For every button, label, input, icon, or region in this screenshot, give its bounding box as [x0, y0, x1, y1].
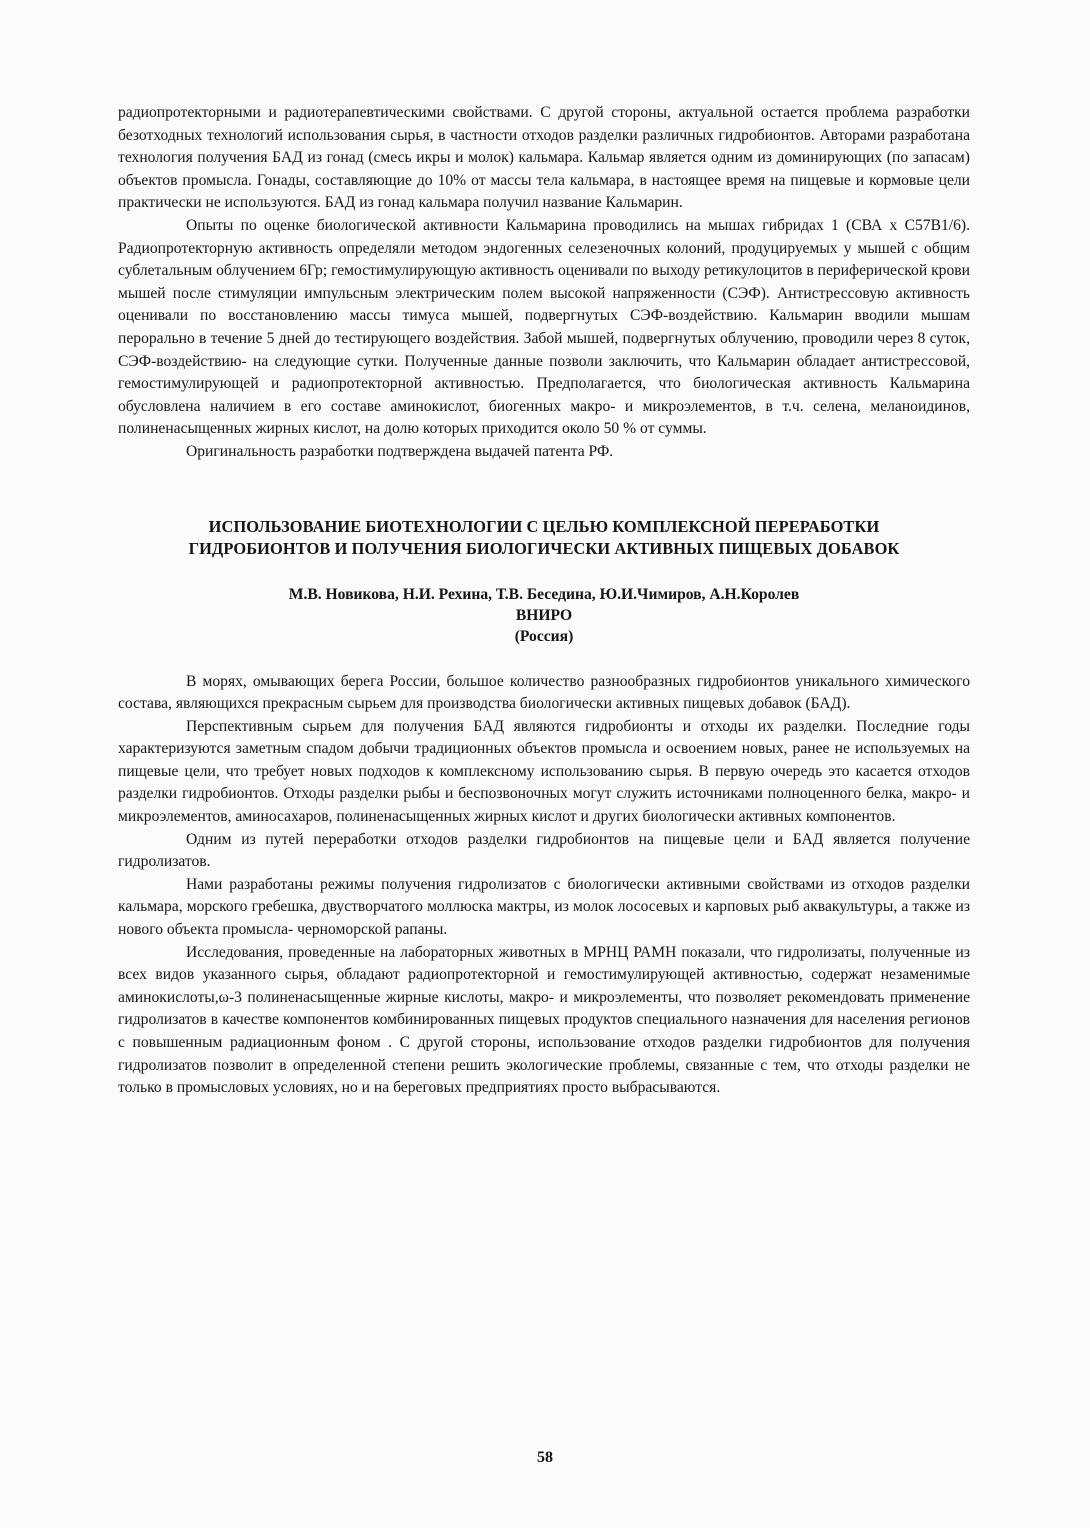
- article-country: (Россия): [514, 627, 574, 645]
- page-number: 58: [537, 1449, 553, 1466]
- article-title-line-2: ГИДРОБИОНТОВ И ПОЛУЧЕНИЯ БИОЛОГИЧЕСКИ АКТИВНЫХ ПИЩЕВЫХ ДОБАВОК: [188, 538, 900, 558]
- article-title: [118, 516, 970, 560]
- article-title-line-1: ИСПОЛЬЗОВАНИЕ БИОТЕХНОЛОГИИ С ЦЕЛЬЮ КОМПЛЕКСНОЙ ПЕРЕРАБОТКИ: [208, 516, 880, 536]
- article-paragraph-5: Исследования, проведенные на лабораторных животных в МРНЦ РАМН показали, что гидролизаты, полученные из всех видов указанного сырья, обладают радиопротекторной и гемостимулирующей активностью, содержат незаменимые аминокислоты,ω-3 полиненасыщенные жирные кислоты, макро- и микроэлементы, что позволяет рекомендовать применение гидролизатов в качестве компонентов комбинированных пищевых продуктов специального назначения для населения регионов с повышенным радиационным фоном . С другой стороны, использование отходов разделки гидробионтов для получения гидролизатов позволит в определенной степени решить экологические проблемы, связанные с тем, что отходы разделки не только в промысловых условиях, но и на береговых предприятиях просто выбрасываются.: [118, 943, 970, 1097]
- article-paragraph-1: В морях, омывающих берега России, большое количество разнообразных гидробионтов уникального химического состава, являющихся прекрасным сырьем для производства биологически активных пищевых добавок (БАД).: [118, 672, 970, 713]
- page-content: [118, 102, 970, 1100]
- article-paragraph-4: Нами разработаны режимы получения гидролизатов с биологически активными свойствами из отходов разделки кальмара, морского гребешка, двустворчатого моллюска мактры, из молок лососевых и карповых рыб аквакультуры, а также из нового объекта промысла- черноморской рапаны.: [118, 875, 970, 939]
- article-paragraph-2: Перспективным сырьем для получения БАД являются гидробионты и отходы их разделки. Последние годы характеризуются заметным спадом добычи традиционных объектов промысла и освоением новых, ранее не используемых на пищевые цели, что требует новых подходов к комплексному использованию сырья. В первую очередь это касается отходов разделки гидробионтов. Отходы разделки рыбы и беспозвоночных могут служить источниками полноценного белка, макро- и микроэлементов, аминосахаров, полиненасыщенных жирных кислот и других биологически активных компонентов.: [118, 717, 970, 826]
- article-paragraph-3: Одним из путей переработки отходов разделки гидробионтов на пищевые цели и БАД является получение гидролизатов.: [118, 830, 970, 871]
- article-affiliation: ВНИРО: [515, 606, 573, 624]
- top-paragraph-1: радиопротекторными и радиотерапевтическими свойствами. С другой стороны, актуальной остается проблема разработки безотходных технологий использования сырья, в частности отходов разделки различных гидробионтов. Авторами разработана технология получения БАД из гонад (смесь икры и молок) кальмара. Кальмар является одним из доминирующих (по запасам) объектов промысла. Гонады, составляющие до 10% от массы тела кальмара, в настоящее время на пищевые и кормовые цели практически не используются. БАД из гонад кальмара получил название Кальмарин.: [118, 104, 970, 212]
- article-authors: М.В. Новикова, Н.И. Рехина, Т.В. Беседина, Ю.И.Чимиров, А.Н.Королев: [288, 585, 800, 603]
- top-paragraph-3: Оригинальность разработки подтверждена выдачей патента РФ.: [186, 442, 614, 460]
- top-paragraph-2: Опыты по оценке биологической активности Кальмарина проводились на мышах гибридах 1 (СВА х С57В1/6). Радиопротекторную активность определяли методом эндогенных селезеночных колоний, продуцируемых у мышей с общим сублетальным облучением 6Гр; гемостимулирующую активность оценивали по выходу ретикулоцитов в периферической крови мышей после стимуляции импульсным электрическим полем высокой напряженности (СЭФ). Антистрессовую активность оценивали по восстановлению массы тимуса мышей, подвергнутых СЭФ-воздействию. Кальмарин вводили мышам перорально в течение 5 дней до тестирующего воздействия. Забой мышей, подвергнутых облучению, проводили через 8 суток, СЭФ-воздействию- на следующие сутки. Полученные данные позволи заключить, что Кальмарин обладает антистрессовой, гемостимулирующей и радиопротекторной активностью. Предполагается, что биологическая активность Кальмарина обусловлена наличием в его составе аминокислот, биогенных макро- и микроэлементов, в т.ч. селена, меланоидинов, полиненасыщенных жирных кислот, на долю которых приходится около 50 % от суммы.: [118, 216, 970, 438]
